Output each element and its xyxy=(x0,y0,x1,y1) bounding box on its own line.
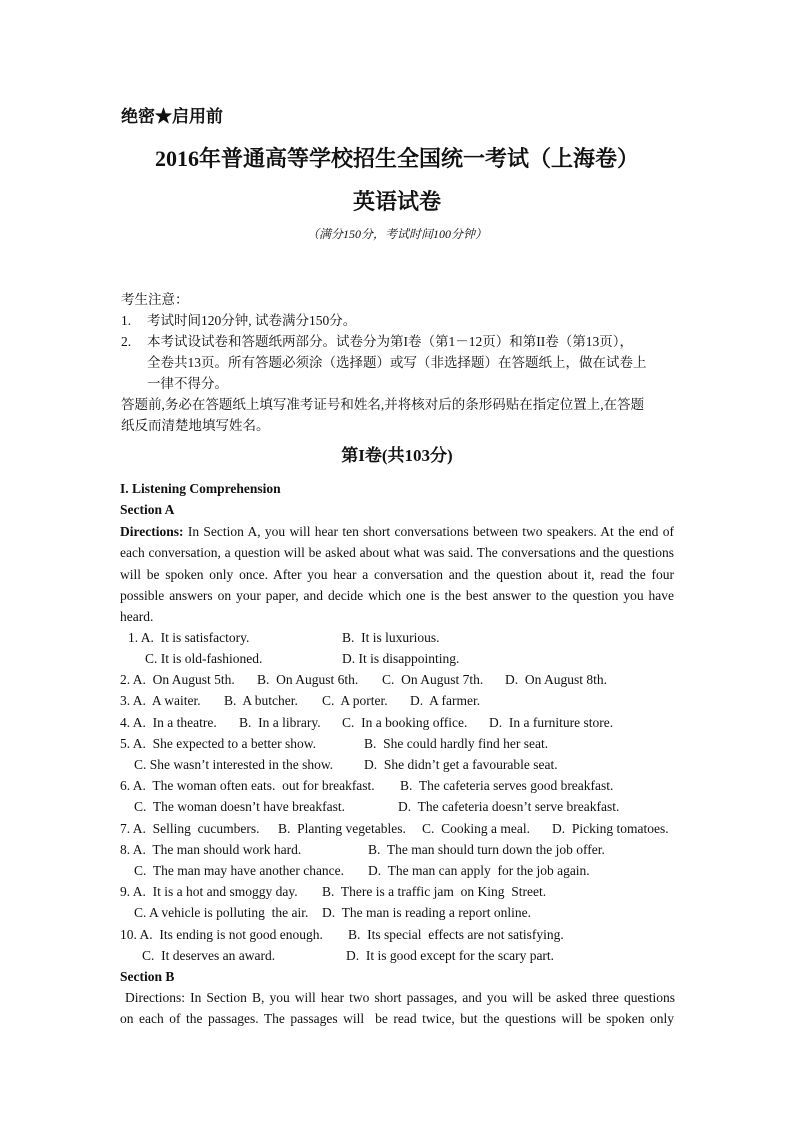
exam-subtitle: （满分150分，考试时间100分钟） xyxy=(306,227,487,241)
q8-option-d: D. The man can apply for the job again. xyxy=(368,863,590,878)
q3-option-d: D. A farmer. xyxy=(410,693,481,708)
notice-paragraph-line1: 答题前,务必在答题纸上填写准考证号和姓名,并将核对后的条形码贴在指定位置上,在答题 xyxy=(121,397,645,412)
q10-option-d: D. It is good except for the scary part. xyxy=(346,948,555,963)
q4-option-c: C. In a booking office. xyxy=(342,715,468,730)
q7-option-d: D. Picking tomatoes. xyxy=(552,821,669,836)
notice-heading: 考生注意： xyxy=(121,292,189,307)
q10-option-a: 10. A. Its ending is not good enough. xyxy=(120,927,323,942)
q5-option-a: 5. A. She expected to a better show. xyxy=(120,736,316,751)
q4-option-d: D. In a furniture store. xyxy=(489,715,614,730)
q2-option-b: B. On August 6th. xyxy=(257,672,359,687)
q1-option-c: C. It is old-fashioned. xyxy=(145,651,263,666)
q3-option-c: C. A porter. xyxy=(322,693,388,708)
classification-label: 绝密★启用前 xyxy=(121,107,223,126)
notice-paragraph-line2: 纸反而清楚地填写姓名。 xyxy=(121,418,270,433)
q2-option-a: 2. A. On August 5th. xyxy=(120,672,235,687)
exam-title: 2016年普通高等学校招生全国统一考试（上海卷） xyxy=(154,146,639,171)
q8-option-a: 8. A. The man should work hard. xyxy=(120,842,302,857)
subject-title: 英语试卷 xyxy=(352,189,441,214)
notice-item-2-line1: 本考试设试卷和答题纸两部分。试卷分为第I卷（第1－12页）和第II卷（第13页）， xyxy=(147,334,633,349)
q1-option-a: 1. A. It is satisfactory. xyxy=(128,630,250,645)
notice-item-1-text: 考试时间120分钟, 试卷满分150分。 xyxy=(147,313,357,328)
q7-option-a: 7. A. Selling cucumbers. xyxy=(120,821,260,836)
q9-option-c: C. A vehicle is polluting the air. xyxy=(134,905,309,920)
q3-option-b: B. A butcher. xyxy=(224,693,298,708)
q5-option-b: B. She could hardly find her seat. xyxy=(364,736,549,751)
section-b-directions-line2: on each of the passages. The passages will be read twice, but the questions will be spoken only xyxy=(120,1011,674,1026)
section-a-heading: Section A xyxy=(120,502,175,517)
q10-option-c: C. It deserves an award. xyxy=(142,948,276,963)
q6-option-b: B. The cafeteria serves good breakfast. xyxy=(400,778,614,793)
q5-option-d: D. She didn’t get a favourable seat. xyxy=(364,757,558,772)
q6-option-c: C. The woman doesn’t have breakfast. xyxy=(134,799,345,814)
q9-option-d: D. The man is reading a report online. xyxy=(322,905,531,920)
q8-option-b: B. The man should turn down the job offer. xyxy=(368,842,605,857)
q6-option-a: 6. A. The woman often eats. out for breakfast. xyxy=(120,778,375,793)
q7-option-b: B. Planting vegetables. xyxy=(278,821,406,836)
section-heading: 第I卷(共103分) xyxy=(341,446,453,465)
directions-label: Directions: xyxy=(120,524,184,539)
q7-option-c: C. Cooking a meal. xyxy=(422,821,530,836)
directions-text: In Section A, you will hear ten short conversations between two speakers. At the end of each conversation, a question will be asked about what was said. The conversations and the questions will be spoken only once. After you hear a conversation and the question about it, read the four possible answers on your paper, and decide which one is the best answer to the question you have heard. xyxy=(120,524,674,625)
part-heading: I. Listening Comprehension xyxy=(120,481,281,496)
q2-option-d: D. On August 8th. xyxy=(505,672,608,687)
q9-option-b: B. There is a traffic jam on King Street. xyxy=(322,884,547,899)
q10-option-b: B. Its special effects are not satisfying. xyxy=(348,927,564,942)
notice-item-1-num: 1. xyxy=(121,313,132,328)
q4-option-a: 4. A. In a theatre. xyxy=(120,715,217,730)
section-a-directions xyxy=(120,521,674,627)
section-b-heading: Section B xyxy=(120,969,175,984)
notice-item-2-line3: 一律不得分。 xyxy=(147,376,228,391)
q5-option-c: C. She wasn’t interested in the show. xyxy=(134,757,334,772)
notice-item-2-num: 2. xyxy=(121,334,132,349)
notice-item-2-line2: 全卷共13页。所有答题必须涂（选择题）或写（非选择题）在答题纸上，做在试卷上 xyxy=(147,355,647,370)
q8-option-c: C. The man may have another chance. xyxy=(134,863,345,878)
q2-option-c: C. On August 7th. xyxy=(382,672,484,687)
q1-option-d: D. It is disappointing. xyxy=(342,651,460,666)
section-b-directions-line1: Directions: In Section B, you will hear two short passages, and you will be asked three questions xyxy=(125,990,675,1005)
q9-option-a: 9. A. It is a hot and smoggy day. xyxy=(120,884,298,899)
q6-option-d: D. The cafeteria doesn’t serve breakfast. xyxy=(398,799,620,814)
q3-option-a: 3. A. A waiter. xyxy=(120,693,201,708)
q1-option-b: B. It is luxurious. xyxy=(342,630,440,645)
q4-option-b: B. In a library. xyxy=(239,715,321,730)
